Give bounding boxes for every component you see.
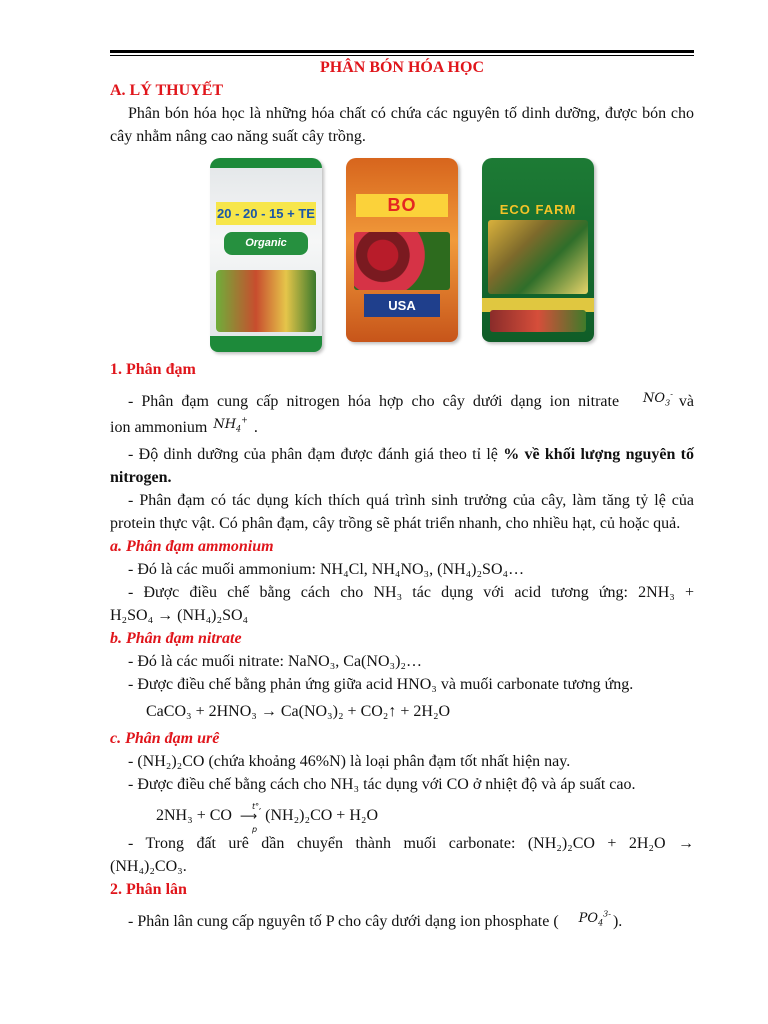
paragraph-phosphate <box>110 907 694 933</box>
heading-ammonium: a. Phân đạm ammonium <box>110 538 274 555</box>
text-segment: - Phân đạm cung cấp nitrogen hóa hợp cho cây dưới dạng ion nitrate <box>128 393 620 410</box>
heading-phan-lan: 2. Phân lân <box>110 881 187 898</box>
top-rule-thick <box>110 50 694 53</box>
phosphate-ion-formula: $PO_4^{3-}$ <box>578 909 611 928</box>
intro-paragraph: Phân bón hóa học là những hóa chất có chứa các nguyên tố dinh dưỡng, được bón cho cây nhằm nâng cao năng suất cây trồng. <box>110 105 694 145</box>
text-segment: . <box>253 419 258 436</box>
nitrate-ion-formula: $NO_3^-$ <box>643 389 673 408</box>
bag-2-sublabel: USA <box>364 294 440 317</box>
paragraph-ammonium-salts: - Đó là các muối ammonium: NH₄Cl, NH₄NO₃, (NH₄)₂SO₄… <box>128 561 525 578</box>
heading-urea: c. Phân đạm urê <box>110 730 220 747</box>
bag-1-picture <box>216 270 316 332</box>
bag-3-picture <box>488 220 588 294</box>
equation-calcium-nitrate: CaCO₃ + 2HNO₃ → Ca(NO₃)₂ + CO₂↑ + 2H₂O <box>146 703 451 720</box>
section-heading-a: A. LÝ THUYẾT <box>110 82 224 99</box>
bold-text: % về khối lượng nguyên tố nitrogen. <box>110 446 694 486</box>
fertilizer-bag-2-image <box>346 158 458 342</box>
equation-ammonium-carbonate: (NH₄)₂CO₃. <box>110 858 187 875</box>
paragraph-urea-intro: - (NH₂)₂CO (chứa khoảng 46%N) là loại phân đạm tốt nhất hiện nay. <box>128 753 571 770</box>
bag-1-label: 20 - 20 - 15 + TE <box>216 202 316 225</box>
document-page <box>110 56 694 933</box>
paragraph-urea-prep: - Được điều chế bằng cách cho NH₃ tác dụng với CO ở nhiệt độ và áp suất cao. <box>128 776 636 793</box>
heading-phan-dam: 1. Phân đạm <box>110 361 196 378</box>
text-segment: và <box>678 393 694 410</box>
equation-urea-synthesis <box>110 802 694 834</box>
bag-3-label: ECO FARM <box>499 202 577 217</box>
bag-1-sublabel: Organic <box>224 232 308 255</box>
paragraph-nutrient-value <box>110 443 694 489</box>
text-segment: - Độ dinh dưỡng của phân đạm được đánh giá theo tỉ lệ <box>128 446 498 463</box>
ammonium-ion-formula: $NH_4^+$ <box>213 415 248 434</box>
fertilizer-images <box>110 158 694 344</box>
reaction-condition: t°, p <box>251 802 262 834</box>
heading-nitrate: b. Phân đạm nitrate <box>110 630 242 647</box>
text-segment: ion ammonium <box>110 419 208 436</box>
paragraph-urea-soil: - Trong đất urê dần chuyển thành muối carbonate: (NH₂)₂CO + 2H₂O → <box>128 835 694 852</box>
text-segment: - Phân lân cung cấp nguyên tố P cho cây dưới dạng ion phosphate ( <box>128 913 559 930</box>
page-title: PHÂN BÓN HÓA HỌC <box>319 59 484 76</box>
paragraph-ammonium-prep: - Được điều chế bằng cách cho NH₃ tác dụng với acid tương ứng: 2NH₃ + <box>128 584 694 601</box>
text-segment: ). <box>612 913 623 930</box>
paragraph-nitrate-prep: - Được điều chế bằng phản ứng giữa acid HNO₃ và muối carbonate tương ứng. <box>128 676 634 693</box>
bag-3-bottom-picture <box>490 310 586 332</box>
reaction-arrow: t°, p ⟶ <box>240 805 257 828</box>
paragraph-nitrate-salts: - Đó là các muối nitrate: NaNO₃, Ca(NO₃)₂… <box>128 653 422 670</box>
paragraph-effects: - Phân đạm có tác dụng kích thích quá trình sinh trưởng của cây, làm tăng tỷ lệ của protein thực vật. Có phân đạm, cây trồng sẽ phát triển nhanh, cho nhiều hạt, củ hoặc quả. <box>110 492 694 532</box>
bag-2-picture <box>354 232 450 290</box>
equation-ammonium-sulfate: H₂SO₄ → (NH₄)₂SO₄ <box>110 607 249 624</box>
equation-left: 2NH₃ + CO <box>156 807 232 824</box>
fertilizer-bag-3-image <box>482 158 594 342</box>
bag-1-band <box>210 336 322 352</box>
paragraph-ammonium-line <box>110 413 694 439</box>
fertilizer-bag-1-image <box>210 158 322 352</box>
bag-2-label: BO <box>356 194 448 217</box>
paragraph-nitrogen-forms <box>110 387 694 413</box>
equation-right: (NH₂)₂CO + H₂O <box>265 807 378 824</box>
